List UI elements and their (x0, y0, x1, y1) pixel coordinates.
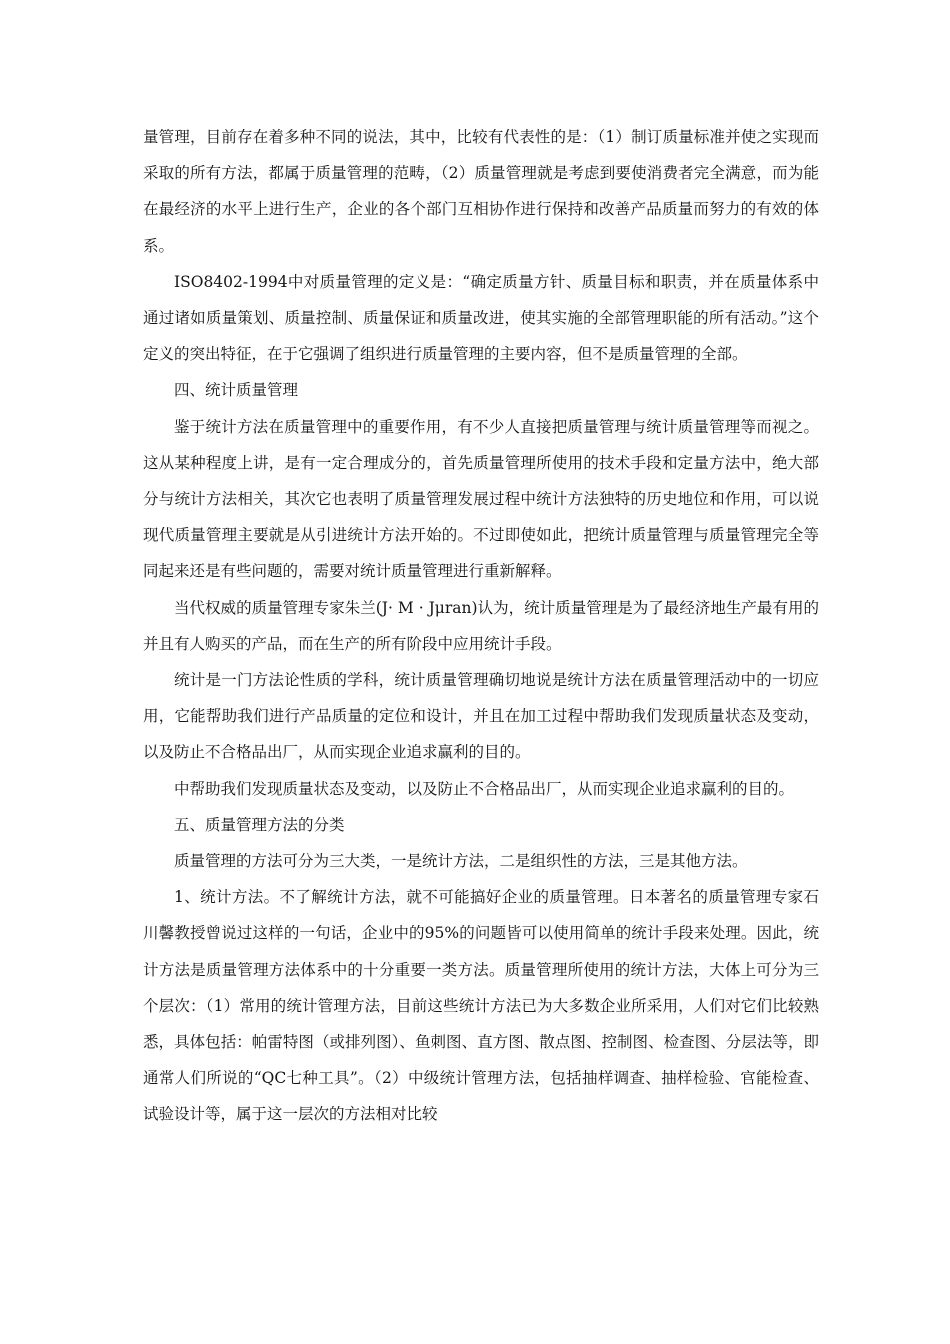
paragraph-statistical-methods: 1、统计方法。不了解统计方法，就不可能搞好企业的质量管理。日本著名的质量管理专家石川馨教授曾说过这样的一句话，企业中的95%的问题皆可以使用简单的统计手段来处理。因此，统计方法是质量管理方法体系中的十分重要一类方法。质量管理所使用的统计方法，大体上可分为三个层次：（1）常用的统计管理方法，目前这些统计方法已为大多数企业所采用，人们对它们比较熟悉，具体包括：帕雷特图（或排列图）、鱼刺图、直方图、散点图、控制图、检查图、分层法等，即通常人们所说的“QC七种工具”。（2）中级统计管理方法，包括抽样调查、抽样检验、官能检查、试验设计等，属于这一层次的方法相对比较 (143, 888, 819, 1124)
section-heading-statistical-quality-management: 四、统计质量管理 (174, 381, 299, 400)
paragraph-statistics-role: 鉴于统计方法在质量管理中的重要作用，有不少人直接把质量管理与统计质量管理等而视之。这从某种程度上讲，是有一定合理成分的，首先质量管理所使用的技术手段和定量方法中，绝大部分与统计方法相关，其次它也表明了质量管理发展过程中统计方法独特的历史地位和作用，可以说现代质量管理主要就是从引进统计方法开始的。不过即使如此，把统计质量管理与质量管理完全等同起来还是有些问题的，需要对统计质量管理进行重新解释。 (143, 417, 819, 581)
paragraph-repeated-fragment: 中帮助我们发现质量状态及变动，以及防止不合格品出厂，从而实现企业追求赢利的目的。 (174, 779, 795, 798)
paragraph-iso8402-definition: ISO8402-1994中对质量管理的定义是：“确定质量方针、质量目标和职责，并在质量体系中通过诸如质量策划、质量控制、质量保证和质量改进，使其实施的全部管理职能的所有活动。”这个定义的突出特征，在于它强调了组织进行质量管理的主要内容，但不是质量管理的全部。 (143, 272, 819, 364)
paragraph-juran-definition: 当代权威的质量管理专家朱兰(J· M · Jμran)认为，统计质量管理是为了最经济地生产最有用的并且有人购买的产品，而在生产的所有阶段中应用统计手段。 (143, 598, 819, 653)
section-heading-method-classification: 五、质量管理方法的分类 (174, 815, 345, 834)
paragraph-three-categories: 质量管理的方法可分为三大类，一是统计方法，二是组织性的方法，三是其他方法。 (174, 852, 748, 871)
paragraph-quality-management-definitions: 量管理，目前存在着多种不同的说法，其中，比较有代表性的是：（1）制订质量标准并使之实现而采取的所有方法，都属于质量管理的范畴，（2）质量管理就是考虑到要使消费者完全满意，而为能在最经济的水平上进行生产，企业的各个部门互相协作进行保持和改善产品质量而努力的有效的体系。 (143, 128, 819, 255)
document-body (143, 119, 819, 1133)
paragraph-statistics-discipline: 统计是一门方法论性质的学科，统计质量管理确切地说是统计方法在质量管理活动中的一切应用，它能帮助我们进行产品质量的定位和设计，并且在加工过程中帮助我们发现质量状态及变动，以及防止不合格品出厂，从而实现企业追求赢利的目的。 (143, 671, 819, 762)
